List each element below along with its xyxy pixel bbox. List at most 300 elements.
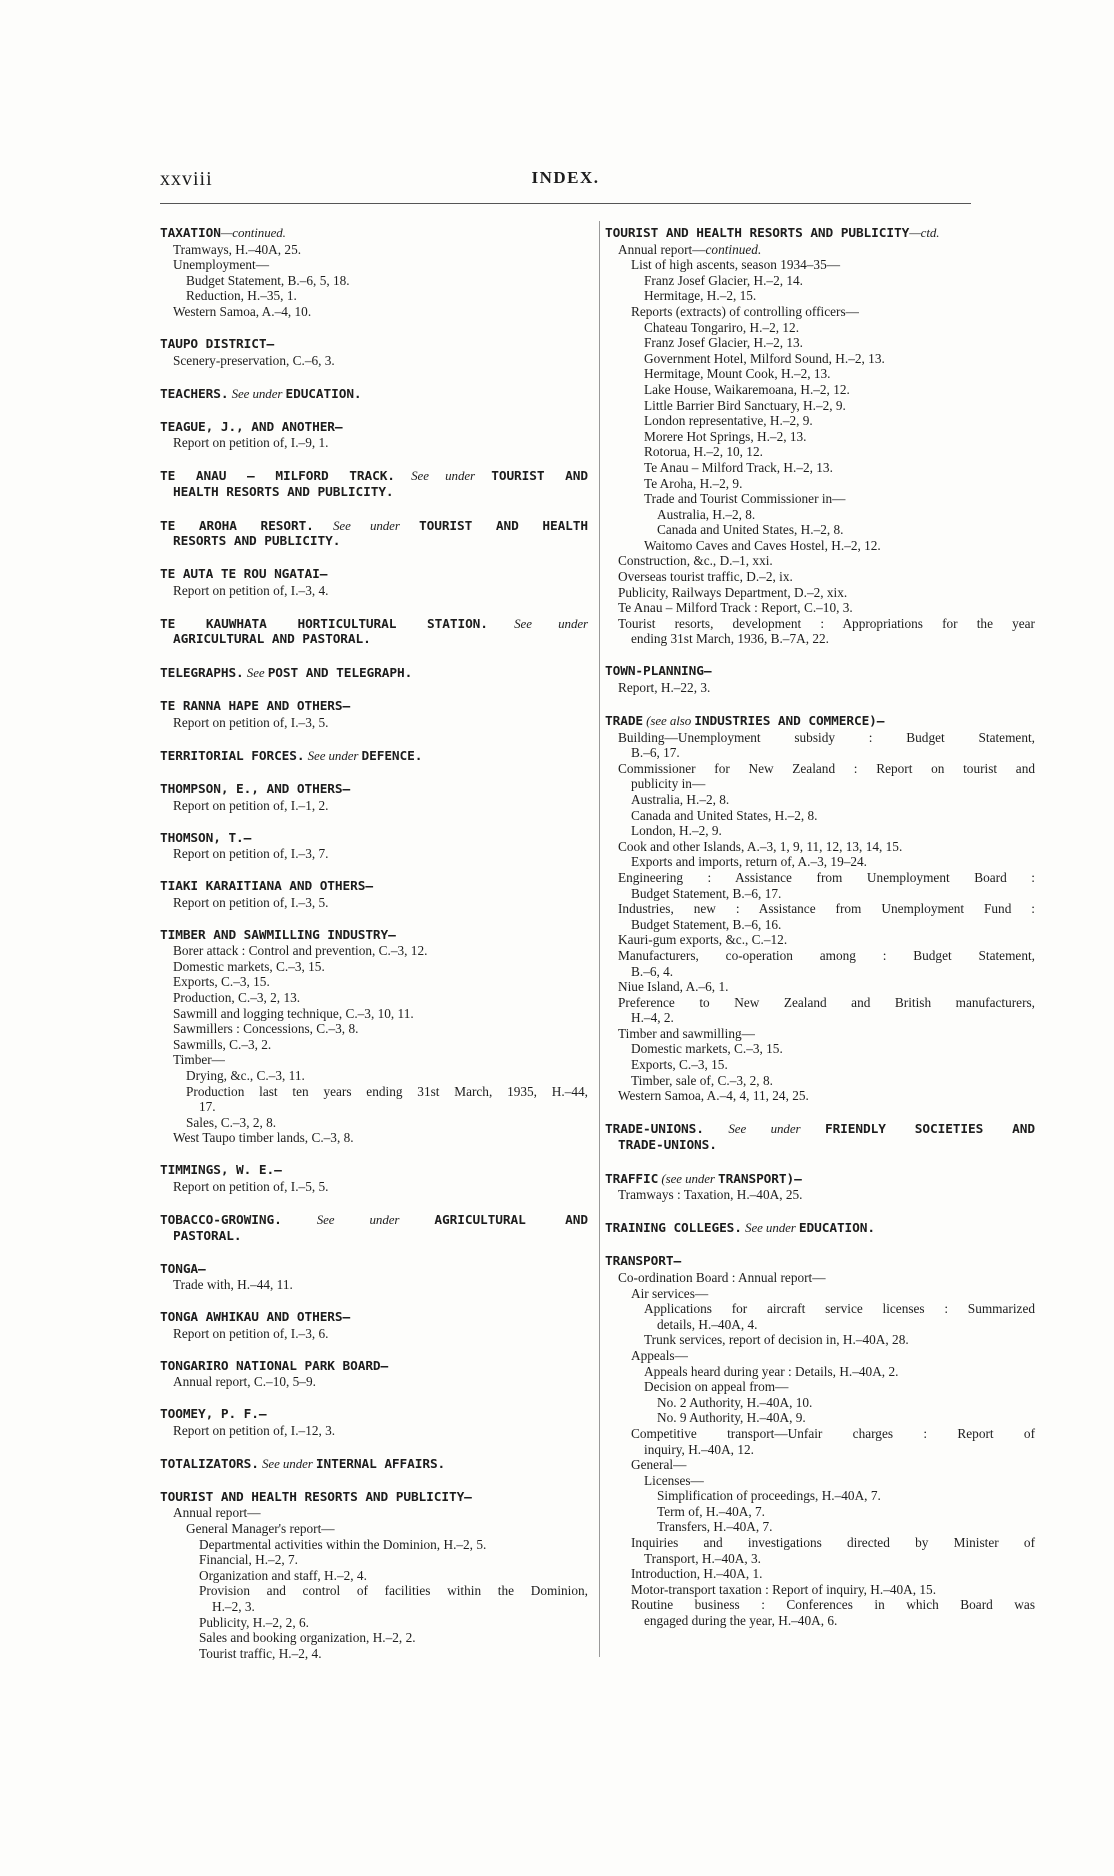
entry-subline [605, 1473, 1035, 1489]
line-text: Tramways, H.–40A, 25. [173, 241, 302, 257]
entry-subline [160, 242, 588, 258]
entry-subline [160, 1037, 588, 1053]
index-entry-te-kauwhata [160, 616, 588, 648]
entry-subline [160, 1052, 588, 1068]
line-text: Financial, H.–2, 7. [199, 1552, 298, 1568]
entry-subline [605, 1582, 1035, 1598]
entry-subline [160, 1568, 588, 1584]
line-text: Sawmillers : Concessions, C.–3, 8. [173, 1021, 359, 1037]
line-text: London representative, H.–2, 9. [644, 413, 813, 429]
italic-note [244, 665, 268, 680]
line-text: TE AROHA RESORT. [160, 518, 314, 534]
line-text: Te Anau – Milford Track : Report, C.–10, 3. [618, 600, 853, 616]
line-reference: TOURIST AND HEALTH [419, 518, 588, 534]
index-entry-te-anau [160, 468, 588, 500]
entry-subline [605, 491, 1035, 507]
entry-subline [605, 1270, 1035, 1286]
line-text: PASTORAL. [173, 1228, 242, 1244]
line-text: TOTALIZATORS. [160, 1456, 259, 1472]
line-reference: TOURIST AND [491, 469, 588, 485]
line-text: TONGA— [160, 1261, 206, 1277]
italic-note [643, 713, 694, 728]
line-text: Routine business : Conferences in which Board was [631, 1597, 1035, 1613]
entry-subline [160, 1277, 588, 1293]
line-italic-note: See under [281, 1211, 435, 1227]
line-text: TAUPO DISTRICT— [160, 336, 275, 352]
entry-subline [160, 1021, 588, 1037]
line-reference: AGRICULTURAL AND [434, 1212, 588, 1228]
line-text: Little Barrier Bird Sanctuary, H.–2, 9. [644, 397, 846, 413]
entry-heading [160, 1490, 588, 1506]
entry-heading-continuation [160, 485, 588, 501]
line-text: TEACHERS. [160, 386, 229, 402]
entry-subline [160, 1130, 588, 1146]
index-entry-tongariro [160, 1359, 588, 1390]
entry-subline [605, 1613, 1035, 1629]
line-text: Overseas tourist traffic, D.–2, ix. [618, 569, 793, 585]
index-entry-totalizators [160, 1456, 588, 1473]
line-italic-note: See under [487, 615, 588, 631]
entry-heading [160, 1163, 588, 1179]
line-italic-note: See under [313, 517, 419, 533]
entry-subline [605, 507, 1035, 523]
index-entry-thompson [160, 782, 588, 813]
entry-subline [160, 1084, 588, 1100]
entry-subline [160, 959, 588, 975]
line-reference: FRIENDLY SOCIETIES AND [824, 1122, 1035, 1138]
entry-subline [605, 382, 1035, 398]
entry-subline [605, 979, 1035, 995]
entry-subline [605, 761, 1035, 777]
line-text: TIMMINGS, W. E.— [160, 1163, 282, 1179]
line-text: No. 9 Authority, H.–40A, 9. [657, 1410, 806, 1426]
line-text: TIAKI KARAITIANA AND OTHERS— [160, 879, 373, 895]
entry-heading [160, 879, 588, 895]
entry-subline [160, 1615, 588, 1631]
line-text: Exports and imports, return of, A.–3, 19–24. [631, 854, 867, 870]
line-text: Timber, sale of, C.–3, 2, 8. [631, 1072, 773, 1088]
line-text: Construction, &c., D.–1, xxi. [618, 553, 773, 569]
entry-subline [160, 353, 588, 369]
header-rule [160, 203, 971, 204]
line-text: publicity in— [631, 776, 706, 792]
line-text: TEAGUE, J., AND ANOTHER— [160, 419, 343, 435]
line-text: Annual report— [618, 241, 706, 257]
line-text: Building—Unemployment subsidy : Budget Statement, [618, 729, 1035, 745]
line-text: Report on petition of, I.–3, 5. [173, 894, 329, 910]
line-text: TRAFFIC [605, 1171, 659, 1187]
entry-heading-continuation [160, 534, 588, 550]
line-text: THOMPSON, E., AND OTHERS— [160, 781, 351, 797]
entry-subline [160, 1326, 588, 1342]
line-italic-note: See under [394, 468, 492, 484]
entry-subline [605, 1519, 1035, 1535]
index-entry-teague [160, 420, 588, 451]
line-text: Introduction, H.–40A, 1. [631, 1566, 763, 1582]
index-entry-trade [605, 713, 1035, 1104]
line-text: TONGARIRO NATIONAL PARK BOARD— [160, 1358, 389, 1374]
line-text: TAXATION [160, 226, 221, 241]
line-reference: INTERNAL AFFAIRS. [315, 1456, 446, 1472]
line-text: Production, C.–3, 2, 13. [173, 990, 301, 1006]
line-text: Trade and Tourist Commissioner in— [644, 491, 846, 507]
index-entry-town-planning [605, 664, 1035, 695]
entry-subline [605, 600, 1035, 616]
entry-subline [605, 1041, 1035, 1057]
line-text: TOWN-PLANNING— [605, 664, 712, 680]
line-text: Licenses— [644, 1472, 704, 1488]
entry-subline [160, 288, 588, 304]
line-text: Drying, &c., C.–3, 11. [186, 1068, 305, 1084]
line-text: TRADE-UNIONS. [618, 1137, 717, 1153]
entry-subline [605, 242, 1035, 258]
entry-subline [160, 1583, 588, 1599]
entry-subline [160, 257, 588, 273]
line-text: General Manager's report— [186, 1521, 335, 1537]
entry-subline [160, 273, 588, 289]
line-text: Tramways : Taxation, H.–40A, 25. [618, 1187, 803, 1203]
line-reference: INDUSTRIES AND COMMERCE)— [694, 714, 885, 729]
index-entry-tourist-ctd [605, 225, 1035, 647]
entry-subline [605, 995, 1035, 1011]
line-text: Report, H.–22, 3. [618, 680, 711, 696]
entry-subline [605, 585, 1035, 601]
entry-subline [160, 1646, 588, 1662]
entry-heading-continuation [605, 1138, 1035, 1154]
italic-note [395, 468, 491, 483]
entry-subline [605, 776, 1035, 792]
line-text: Hermitage, H.–2, 15. [644, 288, 757, 304]
line-text: Publicity, Railways Department, D.–2, xix. [618, 584, 848, 600]
entry-subline [160, 990, 588, 1006]
entry-subline [605, 1566, 1035, 1582]
line-text: Report on petition of, I.–12, 3. [173, 1422, 336, 1438]
page-title: INDEX. [531, 168, 600, 187]
italic-note [706, 242, 762, 257]
line-text: Simplification of proceedings, H.–40A, 7. [657, 1488, 881, 1504]
line-text: Te Anau – Milford Track, H.–2, 13. [644, 459, 833, 475]
italic-note [658, 1171, 718, 1186]
entry-subline [605, 1301, 1035, 1317]
line-text: H.–4, 2. [631, 1010, 674, 1026]
entry-subline [605, 870, 1035, 886]
line-text: Sawmills, C.–3, 2. [173, 1036, 272, 1052]
line-text: AGRICULTURAL AND PASTORAL. [173, 632, 371, 648]
line-text: Competitive transport—Unfair charges : Report of [631, 1425, 1035, 1441]
entry-subline [160, 1099, 588, 1115]
index-entry-tourist [160, 1490, 588, 1662]
entry-subline [605, 1088, 1035, 1104]
entry-subline [605, 1442, 1035, 1458]
line-italic-note: See under [258, 1455, 316, 1471]
entry-subline [605, 1410, 1035, 1426]
entry-subline [160, 1521, 588, 1537]
entry-subline [605, 538, 1035, 554]
entry-subline [160, 1374, 588, 1390]
line-text: Air services— [631, 1285, 709, 1301]
line-text: Franz Josef Glacier, H.–2, 14. [644, 272, 803, 288]
line-text: Transport, H.–40A, 3. [644, 1550, 761, 1566]
line-text: inquiry, H.–40A, 12. [644, 1441, 754, 1457]
line-text: Budget Statement, B.–6, 16. [631, 916, 782, 932]
italic-note [704, 1121, 825, 1136]
entry-subline [605, 553, 1035, 569]
line-text: TOOMEY, P. F.— [160, 1407, 267, 1423]
entry-heading [160, 386, 588, 403]
entry-subline [605, 1597, 1035, 1613]
line-text: Report on petition of, I.–3, 4. [173, 582, 329, 598]
entry-heading [160, 1456, 588, 1473]
line-text: Te Aroha, H.–2, 9. [644, 475, 743, 491]
line-text: List of high ascents, season 1934–35— [631, 257, 841, 273]
entry-subline [605, 1504, 1035, 1520]
page-number: xxviii [160, 168, 213, 190]
line-reference: EDUCATION. [285, 386, 362, 402]
line-text: TRADE [605, 714, 644, 729]
entry-heading [160, 748, 588, 765]
entry-heading [160, 518, 588, 535]
line-reference: EDUCATION. [798, 1221, 875, 1237]
line-text: Appeals— [631, 1347, 688, 1363]
entry-heading [160, 1359, 588, 1375]
line-text: Waitomo Caves and Caves Hostel, H.–2, 12. [644, 537, 881, 553]
index-entry-traffic [605, 1171, 1035, 1203]
line-text: B.–6, 17. [631, 745, 680, 761]
line-italic-note: —ctd. [909, 225, 940, 240]
line-italic-note: continued. [705, 241, 762, 257]
index-entry-te-aroha [160, 518, 588, 550]
line-text: Australia, H.–2, 8. [631, 791, 730, 807]
entry-subline [605, 886, 1035, 902]
italic-note [228, 386, 285, 401]
entry-subline [605, 413, 1035, 429]
line-text: Reports (extracts) of controlling officers— [631, 303, 859, 319]
entry-subline [605, 476, 1035, 492]
entry-subline [605, 839, 1035, 855]
italic-note [282, 1212, 435, 1227]
line-text: Western Samoa, A.–4, 10. [173, 303, 312, 319]
line-text: TOBACCO-GROWING. [160, 1212, 282, 1228]
line-text: Hermitage, Mount Cook, H.–2, 13. [644, 366, 831, 382]
line-text: Exports, C.–3, 15. [173, 974, 270, 990]
line-text: Sales and booking organization, H.–2, 2. [199, 1630, 416, 1646]
line-text: Government Hotel, Milford Sound, H.–2, 13. [644, 350, 885, 366]
line-text: Preference to New Zealand and British manufacturers, [618, 994, 1035, 1010]
line-text: Tourist traffic, H.–2, 4. [199, 1645, 322, 1661]
entry-subline [605, 366, 1035, 382]
line-text: Canada and United States, H.–2, 8. [631, 807, 818, 823]
line-text: Publicity, H.–2, 2, 6. [199, 1614, 309, 1630]
entry-heading [605, 1121, 1035, 1138]
index-entry-tobacco [160, 1212, 588, 1244]
entry-subline [605, 304, 1035, 320]
entry-subline [605, 1488, 1035, 1504]
line-text: TE RANNA HAPE AND OTHERS— [160, 699, 351, 715]
entry-subline [605, 398, 1035, 414]
entry-subline [605, 335, 1035, 351]
line-text: TRANSPORT— [605, 1254, 682, 1270]
line-text: B.–6, 4. [631, 963, 674, 979]
line-text: Borer attack : Control and prevention, C.–3, 12. [173, 943, 428, 959]
entry-subline [605, 257, 1035, 273]
line-text: Unemployment— [173, 257, 270, 273]
line-text: Production last ten years ending 31st March, 1935, H.–44, [186, 1083, 588, 1099]
line-text: Scenery-preservation, C.–6, 3. [173, 352, 335, 368]
entry-subline [160, 1423, 588, 1439]
line-text: Sales, C.–3, 2, 8. [186, 1114, 277, 1130]
right-column [605, 225, 1035, 1646]
entry-subline [605, 745, 1035, 761]
line-text: ending 31st March, 1936, B.–7A, 22. [631, 631, 829, 647]
line-text: Morere Hot Springs, H.–2, 13. [644, 428, 807, 444]
entry-subline [160, 715, 588, 731]
entry-subline [605, 680, 1035, 696]
entry-subline [160, 895, 588, 911]
line-italic-note: —continued. [220, 225, 286, 240]
index-entry-territorial [160, 748, 588, 765]
italic-note [221, 225, 286, 240]
index-entry-trade-unions [605, 1121, 1035, 1153]
entry-subline [605, 1073, 1035, 1089]
line-italic-note: See under [228, 385, 286, 401]
entry-subline [160, 1505, 588, 1521]
line-text: Provision and control of facilities within the Dominion, [199, 1583, 588, 1599]
line-text: HEALTH RESORTS AND PUBLICITY. [173, 484, 394, 500]
line-text: Reduction, H.–35, 1. [186, 288, 297, 304]
line-text: Commissioner for New Zealand : Report on tourist and [618, 760, 1035, 776]
line-text: Cook and other Islands, A.–3, 1, 9, 11, 12, 13, 14, 15. [618, 838, 903, 854]
italic-note [314, 518, 419, 533]
entry-subline [605, 730, 1035, 746]
line-text: TONGA AWHIKAU AND OTHERS— [160, 1310, 351, 1326]
entry-heading [160, 1262, 588, 1278]
entry-subline [160, 1179, 588, 1195]
entry-heading [605, 664, 1035, 680]
entry-subline [160, 943, 588, 959]
line-text: Kauri-gum exports, &c., C.–12. [618, 932, 788, 948]
line-text: TRADE-UNIONS. [605, 1122, 704, 1138]
entry-subline [605, 1348, 1035, 1364]
italic-note [259, 1456, 316, 1471]
entry-heading [160, 225, 588, 242]
entry-subline [160, 1599, 588, 1615]
line-text: Domestic markets, C.–3, 15. [631, 1041, 783, 1057]
entry-heading [160, 616, 588, 633]
entry-subline [605, 1317, 1035, 1333]
entry-subline [605, 569, 1035, 585]
entry-heading [160, 782, 588, 798]
entry-subline [605, 616, 1035, 632]
line-text: Annual report, C.–10, 5–9. [173, 1374, 316, 1390]
italic-note [304, 748, 361, 763]
entry-subline [605, 1332, 1035, 1348]
entry-subline [605, 808, 1035, 824]
index-entry-tonga [160, 1262, 588, 1293]
index-entry-te-auta [160, 567, 588, 598]
column-divider [599, 221, 600, 1657]
line-text: Exports, C.–3, 15. [631, 1057, 728, 1073]
entry-heading [160, 567, 588, 583]
line-text: Report on petition of, I.–5, 5. [173, 1178, 329, 1194]
italic-note [909, 225, 939, 240]
line-italic-note: (see under [658, 1170, 719, 1186]
line-text: Timber and sawmilling— [618, 1025, 755, 1041]
line-text: THOMSON, T.— [160, 830, 252, 846]
entry-subline [605, 1457, 1035, 1473]
entry-heading [605, 1220, 1035, 1237]
entry-heading [160, 831, 588, 847]
line-text: TELEGRAPHS. [160, 666, 244, 682]
entry-subline [605, 1426, 1035, 1442]
entry-subline [160, 1068, 588, 1084]
line-text: details, H.–40A, 4. [657, 1316, 758, 1332]
line-text: No. 2 Authority, H.–40A, 10. [657, 1394, 813, 1410]
entry-subline [605, 1379, 1035, 1395]
line-text: Industries, new : Assistance from Unemployment Fund : [618, 901, 1035, 917]
line-text: TIMBER AND SAWMILLING INDUSTRY— [160, 927, 396, 943]
line-text: Transfers, H.–40A, 7. [657, 1519, 773, 1535]
line-text: Manufacturers, co-operation among : Budget Statement, [618, 947, 1035, 963]
line-italic-note: (see also [643, 713, 695, 728]
line-reference: TRANSPORT)— [718, 1171, 802, 1187]
entry-subline [605, 522, 1035, 538]
entry-subline [605, 1010, 1035, 1026]
index-entry-thomson [160, 831, 588, 862]
line-text: West Taupo timber lands, C.–3, 8. [173, 1130, 354, 1146]
line-text: RESORTS AND PUBLICITY. [173, 534, 341, 550]
entry-subline [605, 1395, 1035, 1411]
index-entry-tiaki [160, 879, 588, 910]
entry-subline [605, 948, 1035, 964]
line-text: Sawmill and logging technique, C.–3, 10, 11. [173, 1005, 414, 1021]
entry-subline [605, 1187, 1035, 1203]
line-text: Engineering : Assistance from Unemployment Board : [618, 869, 1035, 885]
line-text: TOURIST AND HEALTH RESORTS AND PUBLICITY [605, 226, 910, 241]
entry-subline [605, 901, 1035, 917]
line-text: Motor-transport taxation : Report of inquiry, H.–40A, 15. [631, 1581, 937, 1597]
line-text: London, H.–2, 9. [631, 823, 722, 839]
entry-subline [160, 1630, 588, 1646]
entry-subline [605, 273, 1035, 289]
index-entry-tonga-awhikau [160, 1310, 588, 1341]
line-text: Report on petition of, I.–1, 2. [173, 797, 329, 813]
line-text: Franz Josef Glacier, H.–2, 13. [644, 335, 803, 351]
line-text: TE ANAU – MILFORD TRACK. [160, 469, 395, 485]
line-text: TOURIST AND HEALTH RESORTS AND PUBLICITY— [160, 1489, 472, 1505]
line-text: Report on petition of, I.–3, 5. [173, 714, 329, 730]
line-text: Term of, H.–40A, 7. [657, 1503, 766, 1519]
line-text: Domestic markets, C.–3, 15. [173, 958, 325, 974]
index-entry-timber [160, 928, 588, 1146]
line-text: H.–2, 3. [212, 1599, 255, 1614]
line-reference: POST AND TELEGRAPH. [267, 666, 413, 682]
line-italic-note: See [243, 665, 268, 681]
entry-heading-continuation [160, 1229, 588, 1245]
entry-subline [605, 631, 1035, 647]
entry-subline [605, 1364, 1035, 1380]
line-text: Niue Island, A.–6, 1. [618, 979, 729, 995]
index-entry-taxation [160, 225, 588, 320]
line-text: Co-ordination Board : Annual report— [618, 1269, 826, 1285]
entry-heading [605, 1171, 1035, 1188]
entry-subline [160, 1115, 588, 1131]
left-column [160, 225, 588, 1679]
index-entry-transport [605, 1254, 1035, 1628]
entry-subline [160, 1006, 588, 1022]
line-text: Inquiries and investigations directed by Minister of [631, 1535, 1035, 1551]
index-entry-toomey [160, 1407, 588, 1438]
line-text: Tourist resorts, development : Appropriations for the year [618, 615, 1035, 631]
